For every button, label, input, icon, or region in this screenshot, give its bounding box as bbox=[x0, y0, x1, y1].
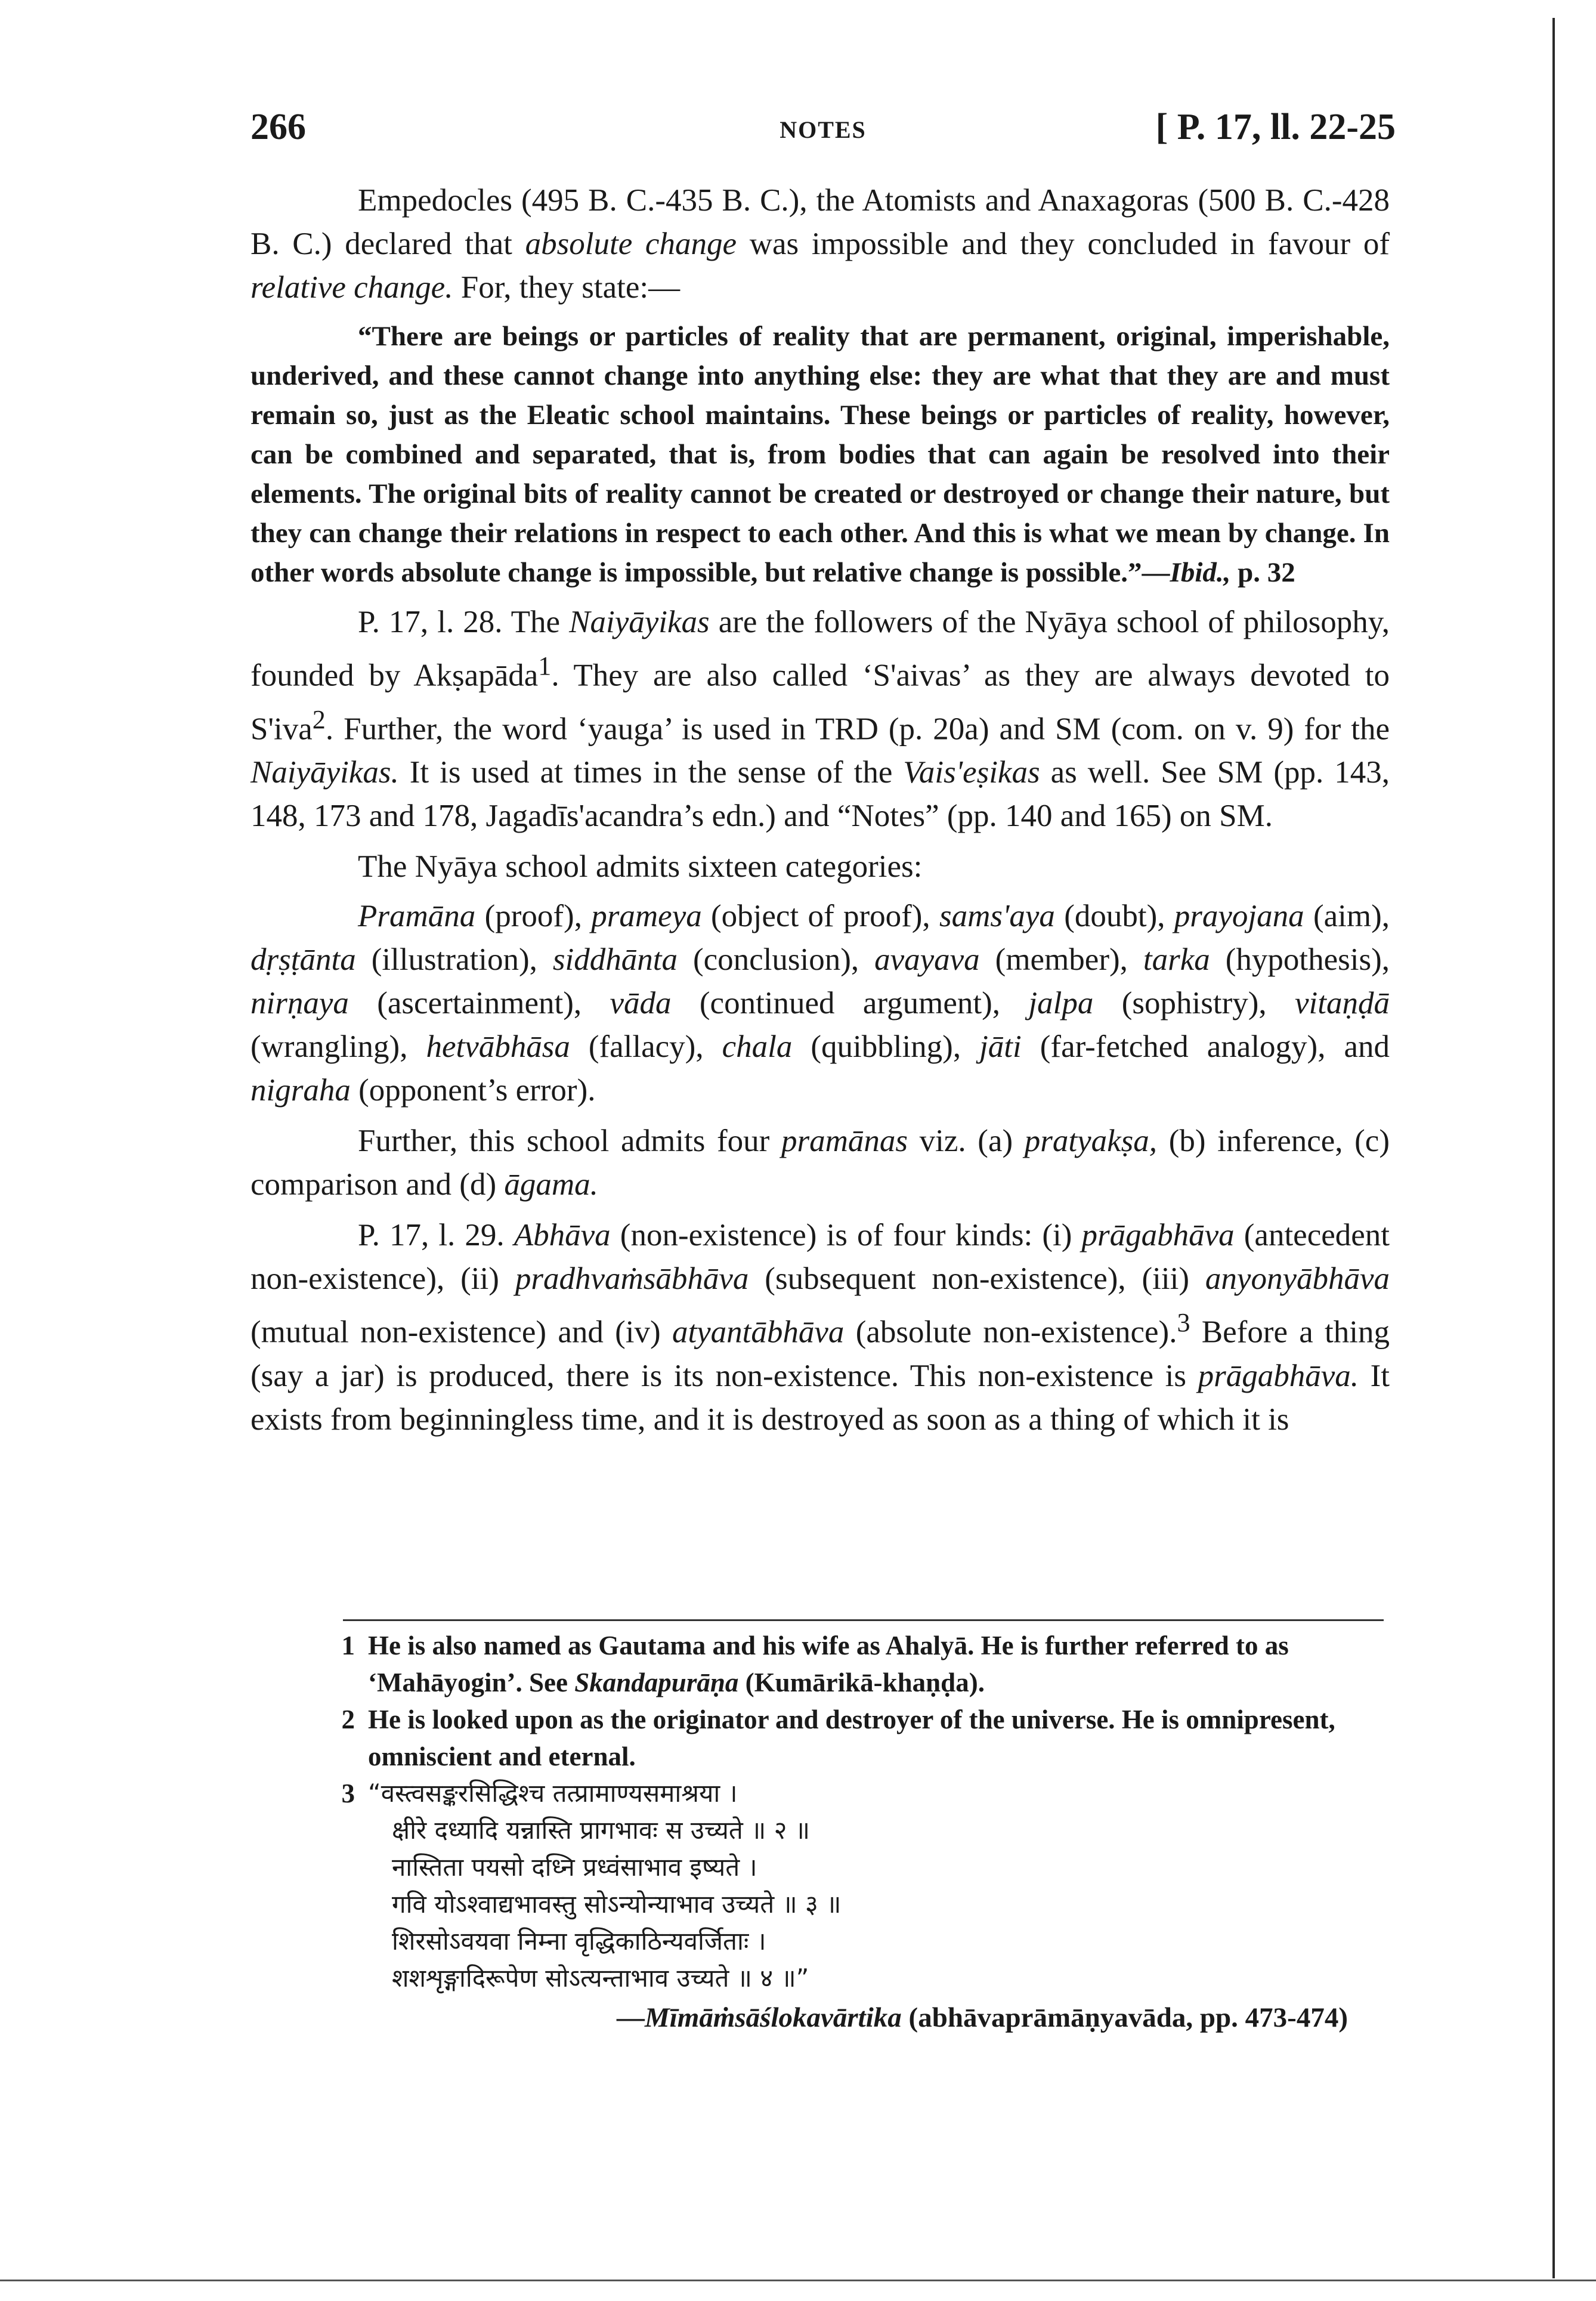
pramanas-paragraph: Further, this school admits four pramānas viz. (a) pratyakṣa, (b) inference, (c) comparison and (d) āgama. bbox=[250, 1124, 1390, 1202]
sanskrit-verse-line: शशशृङ्गादिरूपेण सोऽत्यन्ताभाव उच्यते ॥ ४ ॥” bbox=[392, 1963, 809, 1993]
footnote-ref-2: 2 bbox=[312, 704, 326, 734]
categories-list: Pramāna (proof), prameya (object of proof), sams'aya (doubt), prayojana (aim), dṛṣṭānta (illustration), siddhānta (conclusion), avayava (member), tarka (hypothesis), nirṇaya (ascertainment), vāda (continued argument), jalpa (sophistry), vitaṇḍā (wrangling), hetvābhāsa (fallacy), chala (quibbling), jāti (far-fetched analogy), and nigraha (opponent’s error). bbox=[250, 899, 1390, 1108]
intro-paragraph: Empedocles (495 B. C.-435 B. C.), the Atomists and Anaxagoras (500 B. C.-428 B. C.) declared that absolute change was impossible and they concluded in favour of relative change. For, they state:— bbox=[250, 183, 1390, 305]
note-p17-l29: P. 17, l. 29. Abhāva (non-existence) is of four kinds: (i) prāgabhāva (antecedent non-existence), (ii) pradhvaṁsābhāva (subsequent non-existence), (iii) anyonyābhāva (mutual non-existence) and (iv) atyantābhāva (absolute non-existence).$^3$ Before a thing (say a jar) is produced, there is its non-existence. This non-existence is prāgabhāva. It exists from beginningless time, and it is destroyed as soon as a thing of which it is bbox=[250, 1218, 1390, 1437]
scan-bottom-line bbox=[0, 2280, 1596, 2281]
sanskrit-verse-line: शिरसोऽवयवा निम्ना वृद्धिकाठिन्यवर्जिताः । bbox=[392, 1926, 766, 1956]
scan-edge-line bbox=[1552, 18, 1555, 2278]
footnote-ref-3: 3 bbox=[1177, 1308, 1190, 1338]
page-header bbox=[250, 106, 1396, 160]
sanskrit-verse-line: नास्तिता पयसो दध्नि प्रध्वंसाभाव इष्यते । bbox=[392, 1852, 757, 1882]
footnotes bbox=[310, 1627, 1390, 2036]
sanskrit-verse-line: गवि योऽश्वाद्यभावस्तु सोऽन्योन्याभाव उच्यते ॥ ३ ॥ bbox=[392, 1889, 842, 1919]
block-quote: “There are beings or particles of reality that are permanent, original, imperishable, underived, and these cannot change into anything else: they are what that they are and must remain so, just as the Eleatic school maintains. These beings or particles of reality, however, can be combined and separated, that is, from bodies that can again be resolved into their elements. The original bits of reality cannot be created or destroyed or change their nature, but they can change their relations in respect to each other. And this is what we mean by change. In other words absolute change is impossible, but relative change is possible.”—Ibid., p. 32 bbox=[250, 321, 1390, 588]
footnote-2: 2 He is looked upon as the originator and destroyer of the universe. He is omnipresent, omniscient and eternal. bbox=[341, 1705, 1335, 1771]
footnote-ref-1: 1 bbox=[538, 651, 552, 681]
footnote-divider bbox=[343, 1619, 1384, 1621]
sanskrit-verse-line: क्षीरे दध्यादि यन्नास्ति प्रागभावः स उच्यते ॥ २ ॥ bbox=[392, 1816, 810, 1845]
main-text bbox=[250, 179, 1390, 1445]
page-number: 266 bbox=[250, 107, 306, 147]
note-p17-l28: P. 17, l. 28. The Naiyāyikas are the followers of the Nyāya school of philosophy, founded by Akṣapāda$^1$. They are also called ‘S'aivas’ as they are always devoted to S'iva$^2$. Further, the word ‘yauga’ is used in TRD (p. 20a) and SM (com. on v. 9) for the Naiyāyikas. It is used at times in the sense of the Vais'eṣikas as well. See SM (pp. 143, 148, 173 and 178, Jagadīs'acandra’s edn.) and “Notes” (pp. 140 and 165) on SM. bbox=[250, 605, 1390, 834]
verse-source-citation: —Mīmāṁsāślokavārtika (abhāvaprāmāṇyavāda, pp. 473-474) bbox=[616, 2002, 1348, 2033]
sanskrit-verses bbox=[368, 1812, 1390, 1997]
footnote-1: 1 He is also named as Gautama and his wife as Ahalyā. He is further referred to as ‘Mahāyogin’. See Skandapurāṇa (Kumārikā-khaṇḍa). bbox=[341, 1631, 1289, 1697]
running-title: NOTES bbox=[780, 116, 867, 143]
sanskrit-verse-line: “वस्त्वसङ्करसिद्धिश्च तत्प्रामाण्यसमाश्रया । bbox=[368, 1779, 738, 1808]
footnote-3: 3 “वस्त्वसङ्करसिद्धिश्च तत्प्रामाण्यसमाश्रया । bbox=[310, 1775, 1390, 1812]
categories-intro: The Nyāya school admits sixteen categories: bbox=[358, 849, 923, 884]
page-reference: [ P. 17, ll. 22-25 bbox=[1155, 107, 1396, 147]
